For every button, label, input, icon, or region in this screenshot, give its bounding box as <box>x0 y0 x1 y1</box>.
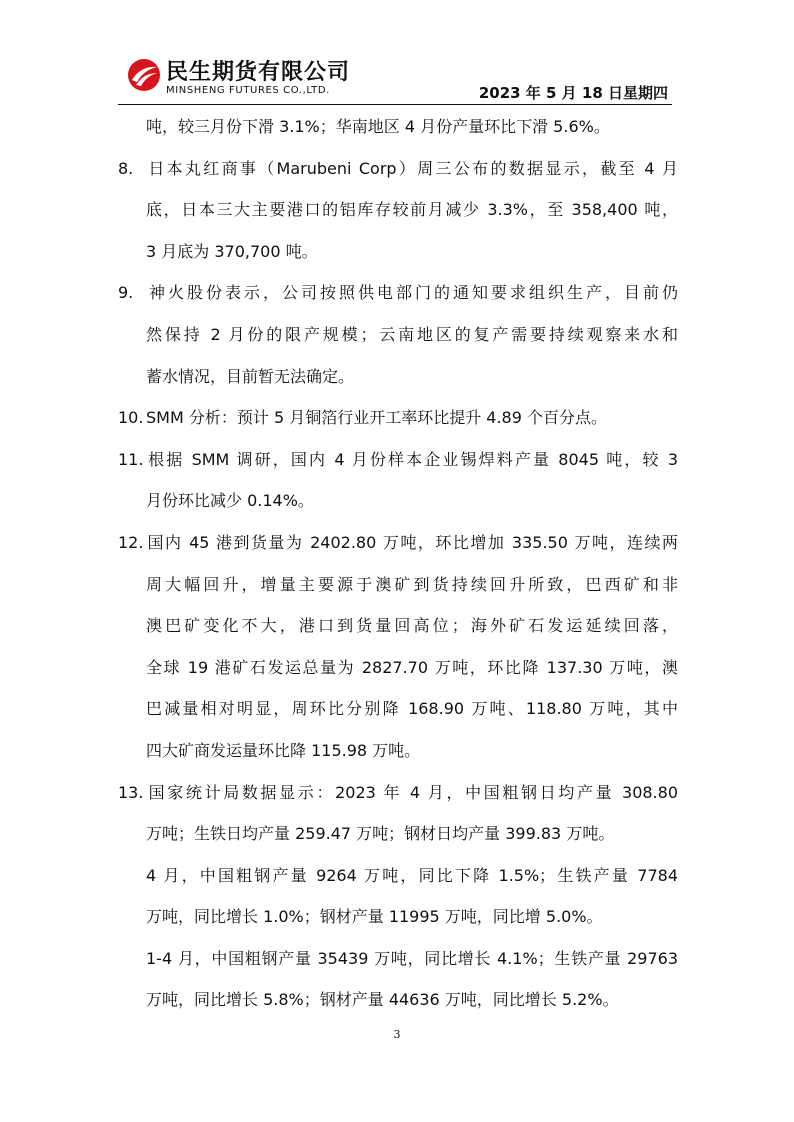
text-line: 四大矿商发运量环比降 115.98 万吨。 <box>146 740 421 760</box>
text-line: 然保持 2 月份的限产规模；云南地区的复产需要持续观察来水和 <box>146 324 678 344</box>
company-name-cn: 民生期货有限公司 <box>166 60 351 85</box>
page-number: 3 <box>393 1028 401 1041</box>
text-line: 8. 日本丸红商事（Marubeni Corp）周三公布的数据显示，截至 4 月 <box>118 148 678 190</box>
text-line: 吨，较三月份下滑 3.1%；华南地区 4 月份产量环比下滑 5.6%。 <box>146 117 610 136</box>
item-number: 11. <box>118 449 144 469</box>
text-line: 周大幅回升，增量主要源于澳矿到货持续回升所致，巴西矿和非 <box>146 574 678 594</box>
text-line: 10. SMM 分析：预计 5 月铜箔行业开工率环比提升 4.89 个百分点。 <box>118 397 678 439</box>
text-line: 蓄水情况，目前暂无法确定。 <box>146 366 355 386</box>
minsheng-logo-icon <box>127 58 161 92</box>
list-item-12 <box>118 522 678 772</box>
text-line: 澳巴矿变化不大，港口到货量回高位；海外矿石发运延续回落， <box>146 616 678 636</box>
text-line: 4 月，中国粗钢产量 9264 万吨，同比下降 1.5%；生铁产量 7784 <box>146 865 678 885</box>
text-line: 巴减量相对明显，周环比分别降 168.90 万吨、118.80 万吨，其中 <box>146 699 678 719</box>
list-item-9 <box>118 272 678 397</box>
text-line: 月份环比减少 0.14%。 <box>146 491 314 511</box>
text-line: 万吨，同比增长 5.8%；钢材产量 44636 万吨，同比增长 5.2%。 <box>146 990 619 1010</box>
item-number: 12. <box>118 532 144 552</box>
list-item-10 <box>118 397 678 439</box>
list-item-11 <box>118 439 678 522</box>
list-item-8 <box>118 148 678 273</box>
text-line: 底，日本三大主要港口的铝库存较前月减少 3.3%，至 358,400 吨， <box>146 200 678 220</box>
page-header <box>0 0 794 106</box>
text-line: 11. 根据 SMM 调研，国内 4 月份样本企业锡焊料产量 8045 吨，较 3 <box>118 439 678 481</box>
text-line: 13. 国家统计局数据显示：2023 年 4 月，中国粗钢日均产量 308.80 <box>118 772 678 814</box>
report-date: 2023 年 5 月 18 日星期四 <box>478 84 668 102</box>
item-number: 8. <box>118 158 134 178</box>
company-name-en: MINSHENG FUTURES CO.,LTD. <box>166 85 330 96</box>
list-item-continued <box>118 106 678 148</box>
item-number: 13. <box>118 782 144 802</box>
text-line: 1-4 月，中国粗钢产量 35439 万吨，同比增长 4.1%；生铁产量 29763 <box>146 948 678 968</box>
text-line: 3 月底为 370,700 吨。 <box>146 241 318 261</box>
news-list <box>118 106 678 1021</box>
text-line: 万吨，同比增长 1.0%；钢材产量 11995 万吨，同比增 5.0%。 <box>146 907 603 927</box>
text-line: 全球 19 港矿石发运总量为 2827.70 万吨，环比降 137.30 万吨，澳 <box>146 657 678 677</box>
item-number: 9. <box>118 283 134 303</box>
text-line: 9. 神火股份表示，公司按照供电部门的通知要求组织生产，目前仍 <box>118 272 678 314</box>
list-item-13 <box>118 772 678 1022</box>
header-rule <box>118 104 672 105</box>
item-number: 10. <box>118 408 144 428</box>
text-line: 万吨；生铁日均产量 259.47 万吨；钢材日均产量 399.83 万吨。 <box>146 824 615 844</box>
text-line: 12. 国内 45 港到货量为 2402.80 万吨，环比增加 335.50 万吨，连续两 <box>118 522 678 564</box>
